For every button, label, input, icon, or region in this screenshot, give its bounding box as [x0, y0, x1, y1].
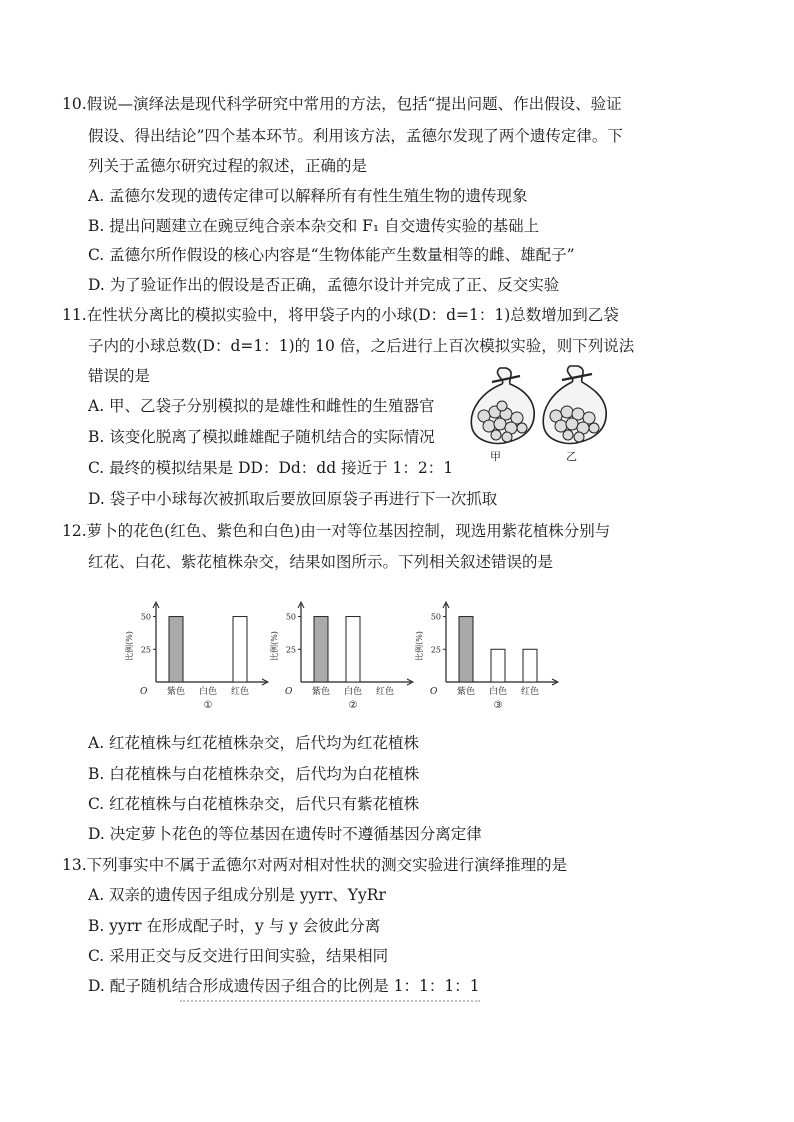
bag-jia — [471, 368, 534, 443]
q13-option-d: D. 配子随机结合形成遗传因子组合的比例是 1：1：1：1 — [88, 977, 480, 995]
q10-stem-line-3: 列关于孟德尔研究过程的叙述，正确的是 — [88, 157, 368, 175]
chart1-title: ① — [203, 700, 213, 711]
bag-label-jia: 甲 — [490, 450, 501, 463]
q12-stem-line-2: 红花、白花、紫花植株杂交，结果如图所示。下列相关叙述错误的是 — [88, 553, 554, 571]
q10-option-d: D. 为了验证作出的假设是否正确，孟德尔设计并完成了正、反交实验 — [88, 276, 560, 294]
q13-option-b: B. yyrr 在形成配子时，y 与 y 会彼此分离 — [88, 917, 381, 935]
q10-stem-line-2: 假设、得出结论”四个基本环节。利用该方法，孟德尔发现了两个遗传定律。下 — [88, 127, 623, 145]
bag-yi — [543, 366, 606, 443]
chart1-bar-3 — [233, 617, 247, 682]
q10-option-a: A. 孟德尔发现的遗传定律可以解释所有有性生殖生物的遗传现象 — [88, 187, 528, 205]
chart3-origin: O — [430, 687, 438, 697]
chart1-ylabel: 比例(%) — [125, 631, 134, 661]
chart2-ytick-label-1: 25 — [285, 645, 296, 655]
q12-stem-line-1: 12.萝卜的花色(红色、紫色和白色)由一对等位基因控制，现选用紫花植株分别与 — [62, 522, 611, 540]
q12-option-c: C. 红花植株与白花植株杂交，后代只有紫花植株 — [88, 795, 420, 813]
chart3-xtick-label-3: 红色 — [520, 687, 540, 697]
chart3-bar-1 — [459, 617, 473, 682]
q11-option-d: D. 袋子中小球每次被抓取后要放回原袋子再进行下一次抓取 — [88, 490, 498, 508]
q13-stem-line-1: 13.下列事实中不属于孟德尔对两对相对性状的测交实验进行演绎推理的是 — [62, 856, 568, 874]
chart2-xtick-label-2: 白色 — [343, 687, 363, 697]
chart3-bar-3 — [523, 649, 537, 682]
chart2-bar-2 — [346, 617, 360, 682]
chart1-origin: O — [140, 687, 148, 697]
chart1-xtick-label-2: 白色 — [198, 687, 218, 697]
q11-stem-line-1: 11.在性状分离比的模拟实验中，将甲袋子内的小球(D：d=1：1)总数增加到乙袋 — [62, 306, 619, 324]
q12-option-a: A. 红花植株与红花植株杂交，后代均为红花植株 — [88, 734, 420, 752]
q10-option-c: C. 孟德尔所作假设的核心内容是“生物体能产生数量相等的雌、雄配子” — [88, 246, 575, 264]
chart1-xtick-label-1: 紫色 — [166, 687, 186, 697]
chart1-bar-1 — [169, 617, 183, 682]
chart1-ytick-label-1: 25 — [140, 645, 151, 655]
chart2-ylabel: 比例(%) — [270, 631, 279, 661]
bag-label-yi: 乙 — [566, 450, 577, 463]
q11-option-c: C. 最终的模拟结果是 DD：Dd：dd 接近于 1：2：1 — [88, 459, 454, 477]
chart1-ytick-label-2: 50 — [140, 612, 151, 622]
q13-option-a: A. 双亲的遗传因子组成分别是 yyrr、YyRr — [88, 886, 386, 904]
bags-figure — [462, 362, 610, 466]
chart3-ylabel: 比例(%) — [415, 631, 424, 661]
chart3-xtick-label-2: 白色 — [488, 687, 508, 697]
chart3-title: ③ — [493, 700, 503, 711]
q11-option-a: A. 甲、乙袋子分别模拟的是雄性和雌性的生殖器官 — [88, 397, 435, 415]
page-footer-rule — [180, 1000, 480, 1010]
chart2-title: ② — [348, 700, 358, 711]
chart2-xtick-label-3: 红色 — [375, 687, 395, 697]
q12-option-d: D. 决定萝卜花色的等位基因在遗传时不遵循基因分离定律 — [88, 825, 482, 843]
q12-option-b: B. 白花植株与白花植株杂交，后代均为白花植株 — [88, 765, 420, 783]
q10-stem-line-1: 10.假说—演绎法是现代科学研究中常用的方法，包括“提出问题、作出假设、验证 — [62, 95, 622, 113]
chart2-bar-1 — [314, 617, 328, 682]
bar-charts-figure — [120, 600, 560, 720]
q11-stem-line-3: 错误的是 — [88, 367, 151, 385]
chart2-xtick-label-1: 紫色 — [311, 687, 331, 697]
q10-option-b: B. 提出问题建立在豌豆纯合亲本杂交和 F₁ 自交遗传实验的基础上 — [88, 217, 540, 235]
chart3-ytick-label-2: 50 — [430, 612, 441, 622]
chart2-origin: O — [285, 687, 293, 697]
chart2-ytick-label-2: 50 — [285, 612, 296, 622]
q11-option-b: B. 该变化脱离了模拟雌雄配子随机结合的实际情况 — [88, 428, 435, 446]
chart3-bar-2 — [491, 649, 505, 682]
chart3-xtick-label-1: 紫色 — [456, 687, 476, 697]
q13-option-c: C. 采用正交与反交进行田间实验，结果相同 — [88, 947, 389, 965]
q11-stem-line-2: 子内的小球总数(D：d=1：1)的 10 倍，之后进行上百次模拟实验，则下列说法 — [88, 337, 635, 355]
chart1-xtick-label-3: 红色 — [230, 687, 250, 697]
chart3-ytick-label-1: 25 — [430, 645, 441, 655]
